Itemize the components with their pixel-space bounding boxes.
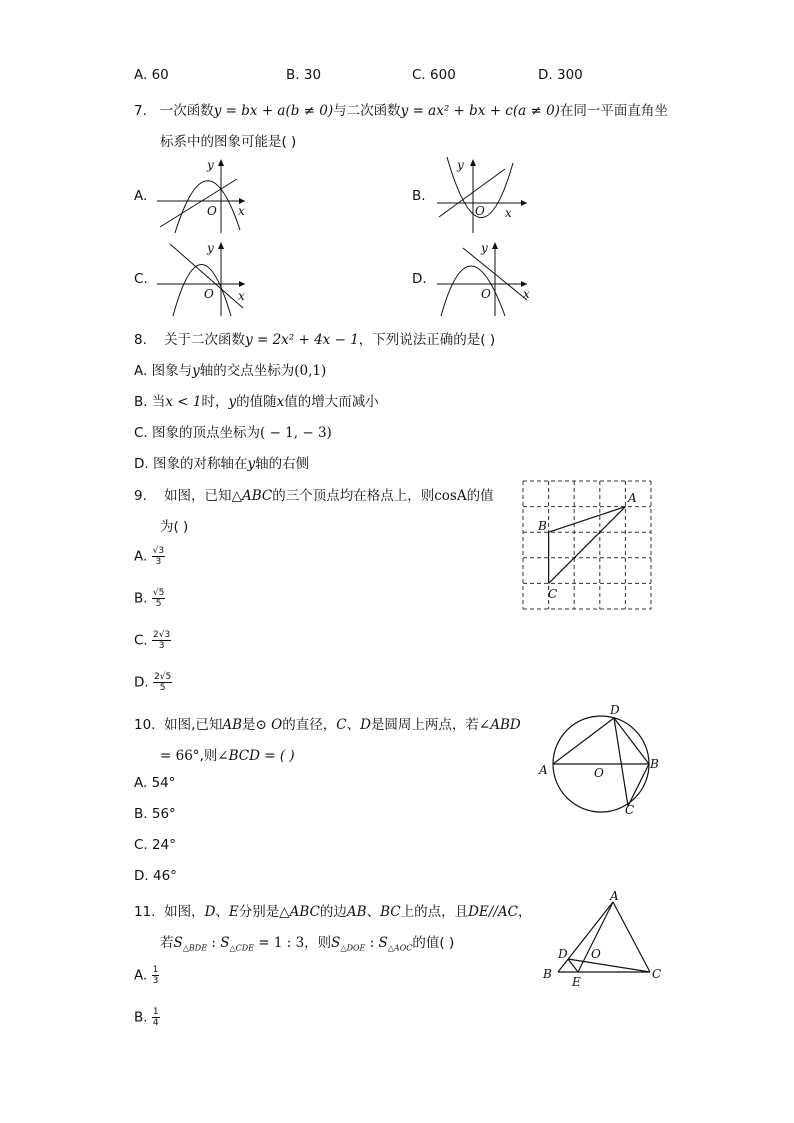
q7-graph-c xyxy=(155,238,255,318)
q7-stem-line2: 标系中的图象可能是( ) xyxy=(160,134,297,150)
q7c-origin-label: O xyxy=(204,287,214,301)
q7c-y-label: y xyxy=(207,241,214,255)
q6-option-d: D. 300 xyxy=(538,67,583,83)
q8-option-c: C. 图象的顶点坐标为( − 1, − 3) xyxy=(134,425,332,441)
q10-label-a: A xyxy=(539,763,548,777)
q9-option-d-fraction: $\frac{2√5}{5}$ xyxy=(153,672,172,693)
q7a-origin-label: O xyxy=(207,204,217,218)
q11-label-e: E xyxy=(572,975,581,988)
q6-option-c: C. 600 xyxy=(412,67,456,83)
q9-stem-line2: 为( ) xyxy=(160,519,189,535)
q7b-origin-label: O xyxy=(475,204,485,218)
q7-option-a-label: A. xyxy=(134,188,148,204)
q7-stem: 7. 一次函数y = bx + a(b ≠ 0)与二次函数y = ax² + bx + c(a ≠ 0)在同一平面直角坐 xyxy=(134,103,668,119)
q9-option-a-fraction: $\frac{√3}{3}$ xyxy=(152,546,165,567)
q11-triangle-figure xyxy=(538,888,668,988)
q11-stem: 11. 如图，D、E分别是△ABC的边AB、BC上的点，且DE//AC， xyxy=(134,904,532,920)
q10-option-c: C. 24° xyxy=(134,837,176,853)
q10-label-c: C xyxy=(625,803,635,817)
q10-label-d: D xyxy=(610,703,620,717)
q7d-origin-label: O xyxy=(481,287,491,301)
q11-stem-line2: 若$S_{\triangle BDE}$ : $S_{\triangle CDE} = 1$ : 3，则$S_{\triangle DOE}$ : $S_{\triangle AOC}$的值( ) xyxy=(160,935,455,953)
q11-label-c: C xyxy=(652,967,662,981)
q7-option-c-label: C. xyxy=(134,271,148,287)
q7b-x-label: x xyxy=(505,206,512,220)
q11-option-a: A. $\frac{1}{3}$ xyxy=(134,965,159,986)
q11-label-b: B xyxy=(543,967,552,981)
q8-option-b: B. 当x < 1时，y的值随x值的增大而减小 xyxy=(134,394,379,410)
q9-option-b-fraction: $\frac{√5}{5}$ xyxy=(152,588,165,609)
q7d-y-label: y xyxy=(481,241,488,255)
q10-label-b: B xyxy=(650,757,659,771)
q7-graph-b xyxy=(433,155,538,235)
q10-option-b: B. 56° xyxy=(134,806,176,822)
q11-option-b-fraction: $\frac{1}{4}$ xyxy=(152,1007,159,1028)
q11-option-a-fraction: $\frac{1}{3}$ xyxy=(152,965,159,986)
q9-label-b: B xyxy=(538,519,547,533)
q6-option-a: A. 60 xyxy=(134,67,169,83)
q7-option-b-label: B. xyxy=(412,188,426,204)
q10-stem: 10. 如图,已知AB是⊙ O的直径，C、D是圆周上两点，若∠ABD xyxy=(134,717,521,733)
q7d-x-label: x xyxy=(523,287,530,301)
q7b-y-label: y xyxy=(457,158,464,172)
q6-option-b: B. 30 xyxy=(286,67,322,83)
q9-label-a: A xyxy=(628,491,637,505)
q7c-x-label: x xyxy=(238,289,245,303)
q11-label-d: D xyxy=(558,947,568,961)
q9-option-c: C. $\frac{2√3}{3}$ xyxy=(134,630,171,651)
q10-option-d: D. 46° xyxy=(134,868,177,884)
q8-stem: 8. 关于二次函数y = 2x² + 4x − 1，下列说法正确的是( ) xyxy=(134,332,496,348)
q7a-y-label: y xyxy=(207,158,214,172)
q8-option-a: A. 图象与y轴的交点坐标为(0,1) xyxy=(134,363,327,379)
q9-option-c-fraction: $\frac{2√3}{3}$ xyxy=(153,630,171,651)
q10-circle-figure xyxy=(536,702,666,822)
q11-option-b: B. $\frac{1}{4}$ xyxy=(134,1007,159,1028)
q11-label-o: O xyxy=(591,947,601,961)
q7-option-d-label: D. xyxy=(412,271,427,287)
q9-option-b: B. $\frac{√5}{5}$ xyxy=(134,588,165,609)
q7-graph-a xyxy=(155,155,255,235)
q10-label-o: O xyxy=(594,766,604,780)
q9-grid-figure xyxy=(518,476,658,614)
q11-label-a: A xyxy=(610,889,619,903)
q8-option-d: D. 图象的对称轴在y轴的右侧 xyxy=(134,456,310,472)
q9-label-c: C xyxy=(548,587,558,601)
q9-option-d: D. $\frac{2√5}{5}$ xyxy=(134,672,172,693)
q7a-x-label: x xyxy=(238,204,245,218)
q9-option-a: A. $\frac{√3}{3}$ xyxy=(134,546,165,567)
q7-graph-d xyxy=(433,238,538,318)
q10-option-a: A. 54° xyxy=(134,775,176,791)
q10-stem-line2: = 66°,则∠BCD = ( ) xyxy=(160,748,295,764)
q9-stem: 9. 如图，已知△ABC的三个顶点均在格点上，则cosA的值 xyxy=(134,488,494,504)
